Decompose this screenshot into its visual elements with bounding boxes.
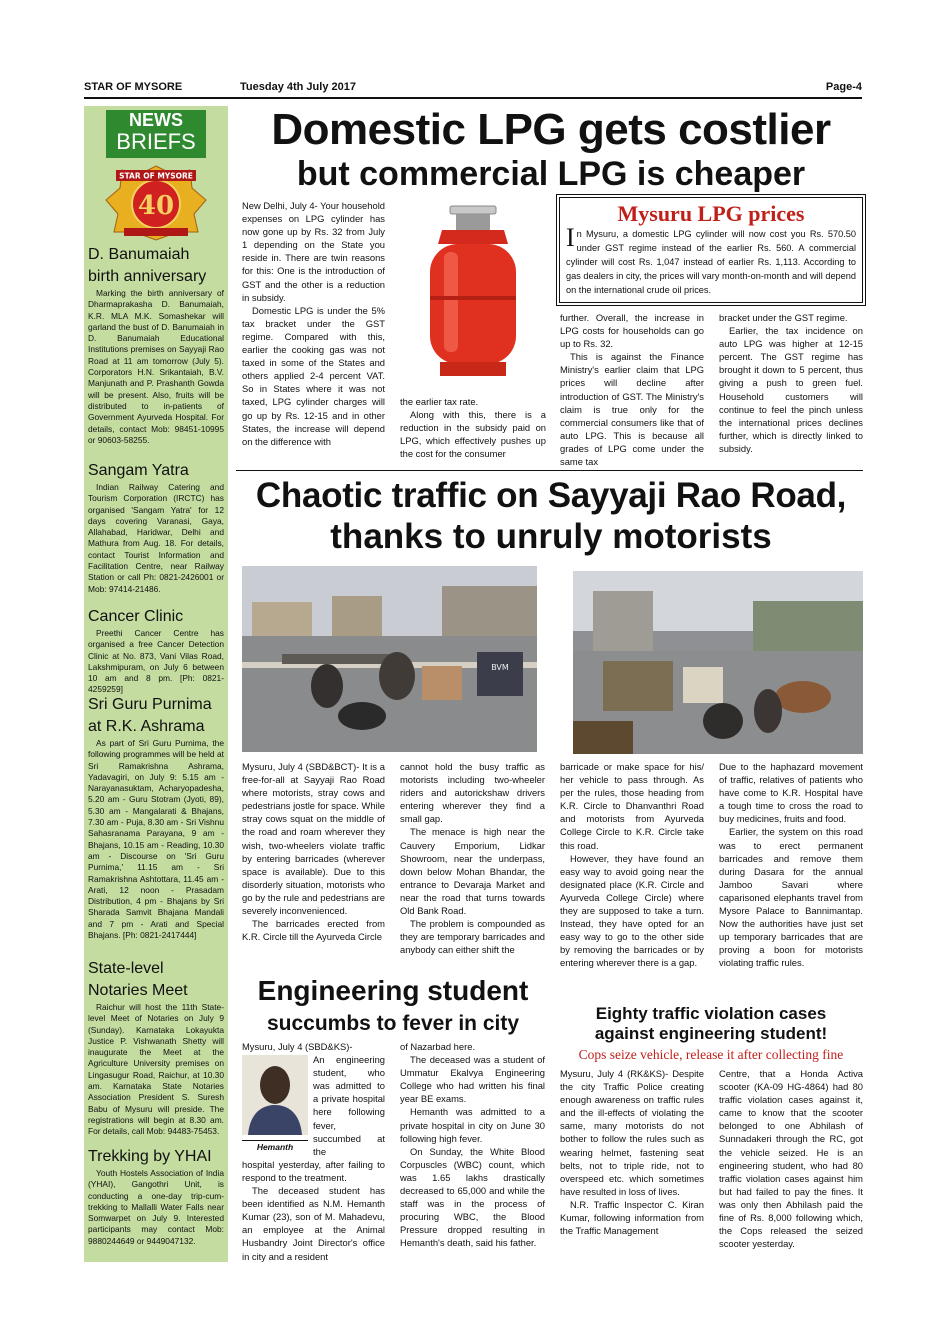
lpg-box-text — [566, 223, 856, 297]
news-briefs-badge — [106, 110, 206, 158]
badge-top: NEWS — [129, 110, 183, 130]
traffic-subheadline: thanks to unruly motorists — [330, 517, 772, 556]
brief-title-line2: Notaries Meet — [88, 982, 188, 999]
lpg-paragraph: New Delhi, July 4- Your household expenses on LPG cylinder has now gone up by Rs. 32 from July 1 depending on the State you reside in. There are twin reasons for this: One is the introduction of GST and the other is a reduction in subsidy. — [242, 200, 385, 303]
brief-guru-purnima — [88, 694, 224, 941]
brief-sangam-yatra — [88, 460, 224, 595]
violation-kicker: Cops seize vehicle, release it after collecting fine — [578, 1047, 844, 1062]
engineering-headline: Engineering student — [257, 975, 529, 1006]
lpg-paragraph: Earlier, the tax incidence on auto LPG was higher at 12-15 percent. The GST regime has brought it down to 5 percent, thus giving a push to green fuel. Household customers will continue to feel the pinch unless the international prices declines further, which is directly linked to subsidy. — [719, 325, 863, 454]
brief-text: Indian Railway Catering and Tourism Corporation (IRCTC) has organised 'Sangam Yatra' for 12 days covering Varanasi, Gaya, Allahabad, Haridwar, Delhi and Mathura from Aug. 18. For details, contact Tourist Information and Facilitation Centre, near Railway Station or call Ph: 0821-2426001 or Mob: 97414-21486. — [88, 482, 224, 594]
lpg-box-dropcap: I — [566, 223, 575, 252]
traffic-headline: Chaotic traffic on Sayyaji Rao Road, — [255, 476, 847, 515]
engineering-paragraph: of Nazarbad here. — [400, 1041, 476, 1052]
brief-title: Trekking by YHAI — [88, 1148, 212, 1165]
lpg-prices-box — [559, 197, 863, 303]
brief-title: D. Banumaiah — [88, 246, 190, 263]
engineering-subheadline: succumbs to fever in city — [266, 1012, 520, 1035]
brief-text: Youth Hostels Association of India (YHAI), Gangothri Unit, is conducting a one-day trip-cum-trekking to Mallalli Water Falls near Somwarpet on July 9. Interested participants may contact Mob: 9880244649 or 9449047132. — [88, 1168, 224, 1246]
lpg-paragraph: further. Overall, the increase in LPG costs for households can go up to Rs. 32. — [560, 312, 704, 350]
lpg-paragraph: Domestic LPG is under the 5% tax bracket under the GST regime. Compared with this, earlier the cooking gas was not taxed in some of the States and others applied 2-4 percent VAT. So in States where it was not taxed, LPG cylinder charges will go up by Rs. 12-15 and in other States, the increase will depend on the difference with — [242, 304, 385, 447]
violation-paragraph: N.R. Traffic Inspector C. Kiran Kumar, following information from the Traffic Management — [560, 1198, 704, 1237]
violation-subheadline: against engineering student! — [594, 1024, 828, 1043]
traffic-paragraph: The barricades erected from K.R. Circle till the Ayurveda Circle — [242, 918, 385, 943]
masthead-bar — [84, 80, 862, 98]
anniversary-logo — [102, 164, 210, 242]
lpg-paragraph: This is against the Finance Ministry's earlier claim that LPG prices will decline after introduction of GST. The Ministry's claim is true only for the commercial consumers like that of auto LPG. This is because all grades of LPG come under the same tax — [560, 351, 704, 468]
violation-paragraph: Centre, that a Honda Activa scooter (KA-09 HG-4864) had 80 traffic violation cases against it, came to know that the scooter belonged to one Abhilash of Sunnadakeri through the RC, got the vehicle seized. He is an engineering student, who had 80 traffic violation cases against him but had failed to pay the fines. It was only then Abhilash paid the fine of Rs. 8,000 following which, the Cops released the seized scooter yesterday. — [719, 1068, 863, 1250]
lpg-paragraph: bracket under the GST regime. — [719, 312, 848, 323]
traffic-photo-right — [573, 571, 863, 754]
brief-text: Marking the birth anniversary of Dharmaprakasha D. Banumaiah, K.R. MLA M.K. Somashekar will garland the bust of D. Banumaiah in D. Banumaiah Educational Institutions premises on Sayyaji Rao Road at 11 am tomorrow (July 5). Corporators H.N. Srikantaiah, B.V. Manjunath and P. Prashanth Gowda will be present. Also, fruits will be distributed to in-patients of Government Ayurveda Hospital. For details, contact Mob: 98451-10995 or 90603-58255. — [88, 288, 224, 445]
traffic-col-1 — [242, 760, 385, 943]
traffic-col-2 — [400, 760, 545, 956]
violation-col-1 — [560, 1067, 704, 1237]
engineering-col-2 — [400, 1040, 545, 1250]
lpg-box-body: n Mysuru, a domestic LPG cylinder will now cost you Rs. 570.50 under GST regime instead of the earlier Rs. 560. A commercial cylinder will cost Rs. 1,047 instead of earlier Rs. 1,113. According to gas dealers in city, the prices will vary month-on-month and will depend on the international crude oil prices. — [566, 229, 856, 295]
traffic-paragraph: barricade or make space for his/ her vehicle to pass through. As per the rules, those heading from K.R. Circle to Dhanvanthri Road and motorists from Ayurveda College Circle to K.R. Circle take this road. — [560, 761, 704, 851]
engineering-paragraph: The deceased student has been identified as N.M. Hemanth Kumar (23), son of M. Mahadevu, an employee at the Animal Husbandry Joint Director's office in city and a resident — [242, 1185, 385, 1262]
traffic-paragraph: Mysuru, July 4 (SBD&BCT)- It is a free-for-all at Sayyaji Rao Road where motorists, stray cows and pedestrians jostle for space. While stray cows squat on the middle of the road and roam wherever they wish, two-wheelers violate traffic by entering barricades (wherever space is available). Due to this disorderly situation, motorists who go by the rule and pedestrians are severely inconvenienced. — [242, 761, 385, 917]
brief-banumaiah — [88, 244, 224, 446]
issue-date: Tuesday 4th July 2017 — [240, 81, 356, 93]
brief-notaries-meet — [88, 958, 224, 1138]
violation-headline: Eighty traffic violation cases — [595, 1004, 827, 1023]
section-rule — [236, 470, 863, 471]
engineering-col-1 — [242, 1040, 385, 1263]
brief-title-line2: at R.K. Ashrama — [88, 718, 205, 735]
lpg-box-title: Mysuru LPG prices — [617, 201, 805, 226]
shop-sign: BVM — [491, 663, 509, 672]
violation-paragraph: Mysuru, July 4 (RK&KS)- Despite the city Traffic Police creating enough awareness on traffic rules and the ill-effects of violating the same, many motorists do not bother to follow the rules such as wearing helmet, fastening seat belts, not to triple ride, not to overspeed etc. which sometimes have resulted in loss of lives. — [560, 1068, 704, 1197]
brief-title: Sangam Yatra — [88, 462, 189, 479]
page-number: Page-4 — [825, 81, 862, 93]
brief-text: As part of Sri Guru Purnima, the following programmes will be held at Sri Ramakrishna Ashrama, Yadavagiri, on July 9: 5.15 am - Narayanasuktam, Acharyopadesha, 5.20 am - Guru Stotram (Jyoti, 89), 5.30 am - Mangalarati & Bhajans, 7.30 am - Puja, 8.30 am - Sri Vishnu Sahasranama Parayana, 9 am - Bhajans, 10.15 am - Reading, 10.30 am - Discourse on 'Sri Guru Purnima,' 11.15 am - Sri Ramakrishna Ashtottara, 11.45 am - Arati, 12 noon - Prasadam Distribution, 4 pm - Bhajans by Sri Sharada Samvit Bhajana Mandali and 7 pm - Arati and Special Bhajans. [Ph: 0821-2417444] — [88, 738, 224, 941]
brief-text: Raichur will host the 11th State-level Meet of Notaries on July 9 (Sunday). Karnataka Lokayukta Justice P. Vishwanath Shetty will inaugurate the Meet at the Agriculture University premises on Lingasugur Road, Raichur, at 10.30 am. Karnataka State Notaries Association President S. Suresh Babu of Mysuru will preside. The registrations will begin at 8.30 am. For details, call Mob: 94483-75453. — [88, 1002, 224, 1137]
lpg-paragraph: Along with this, there is a reduction in the subsidy paid on LPG, which effectively pushes up the cost for the consumer — [400, 409, 546, 460]
lpg-col-4 — [719, 311, 863, 455]
gas-cylinder-photo — [400, 200, 546, 380]
hemanth-photo-box — [242, 1055, 308, 1153]
brief-title-line2: birth anniversary — [88, 268, 207, 285]
brief-title: Sri Guru Purnima — [88, 696, 212, 713]
badge-bottom: BRIEFS — [116, 129, 196, 154]
brief-text: Preethi Cancer Centre has organised a free Cancer Detection Clinic at No. 873, Vani Vilas Road, Lakshmipuram, on July 6 between 10 am and 8 pm. [Ph: 0821-4259259] — [88, 628, 224, 695]
lpg-paragraph: the earlier tax rate. — [400, 396, 479, 407]
brief-title: Cancer Clinic — [88, 608, 184, 625]
engineering-paragraph: The deceased was a student of Ummatur Ekalvya Engineering College who had written his final year BE exams. — [400, 1054, 545, 1105]
traffic-paragraph: The problem is compounded as they are temporary barricades and anybody can either shift the — [400, 918, 545, 956]
violation-col-2 — [719, 1067, 863, 1250]
traffic-col-3 — [560, 760, 704, 970]
traffic-paragraph: However, they have found an easy way to avoid going near the designated place (K.R. Circle and Ayurveda College Circle) where they are supposed to take a turn. Instead, they have opted for an easy way to go to the other side by removing the barricades or by entering wherever there is a gap. — [560, 852, 704, 969]
brief-title: State-level — [88, 960, 164, 977]
logo-banner-text: STAR OF MYSORE — [119, 171, 193, 181]
photo-caption: Hemanth — [242, 1140, 308, 1152]
lpg-col-1 — [242, 199, 385, 448]
lpg-subheadline: but commercial LPG is cheaper — [296, 155, 806, 193]
engineering-paragraph: Hemanth was admitted to a private hospital in city on June 30 following high fever. — [400, 1106, 545, 1144]
engineering-paragraph: An engineering student, who was admitted to a private hospital here following fever, succumbed at the — [313, 1054, 385, 1157]
news-briefs-sidebar — [84, 106, 228, 1262]
lpg-col-2 — [400, 395, 546, 460]
traffic-col-4 — [719, 760, 863, 970]
lpg-headline: Domestic LPG gets costlier — [271, 105, 831, 154]
brief-cancer-clinic — [88, 606, 224, 696]
paper-name: STAR OF MYSORE — [84, 81, 183, 93]
lpg-col-3 — [560, 311, 704, 468]
traffic-photo-left — [242, 566, 537, 752]
engineering-paragraph: On Sunday, the White Blood Corpuscles (WBC) count, which was 1.65 lakhs drastically decreased to 65,000 and while the staff was in the process of procuring WBC, the Blood Pressure dropped resulting in Hemanth's death, said his father. — [400, 1145, 545, 1249]
logo-number: 40 — [137, 191, 175, 221]
traffic-paragraph: The menace is high near the Cauvery Emporium, Lidkar Showroom, near the underpass, down below Mohan Bhandar, the entrance to Devaraja Market and near the road that turns towards Old Bank Road. — [400, 826, 545, 917]
brief-trekking — [88, 1146, 224, 1247]
engineering-paragraph: hospital yesterday, after failing to respond to the treatment. — [242, 1158, 385, 1183]
traffic-paragraph: cannot hold the busy traffic as motorists including two-wheeler riders and autorickshaw drivers entering wherever they find a small gap. — [400, 761, 545, 825]
header-rule — [84, 97, 862, 99]
traffic-paragraph: Due to the haphazard movement of traffic, relatives of patients who have come to K.R. Hospital have a tough time to cross the road to buy medicines, fruits and food. — [719, 761, 863, 825]
traffic-paragraph: Earlier, the system on this road was to erect permanent barricades and remove them during Dasara for the annual Jamboo Savari where caparisoned elephants travel from Mysore Palace to Bannimantap. Now the authorities have just set up temporary barricades that are proving a boon for motorists violating traffic rules. — [719, 826, 863, 969]
engineering-dateline: Mysuru, July 4 (SBD&KS)- — [242, 1041, 353, 1052]
